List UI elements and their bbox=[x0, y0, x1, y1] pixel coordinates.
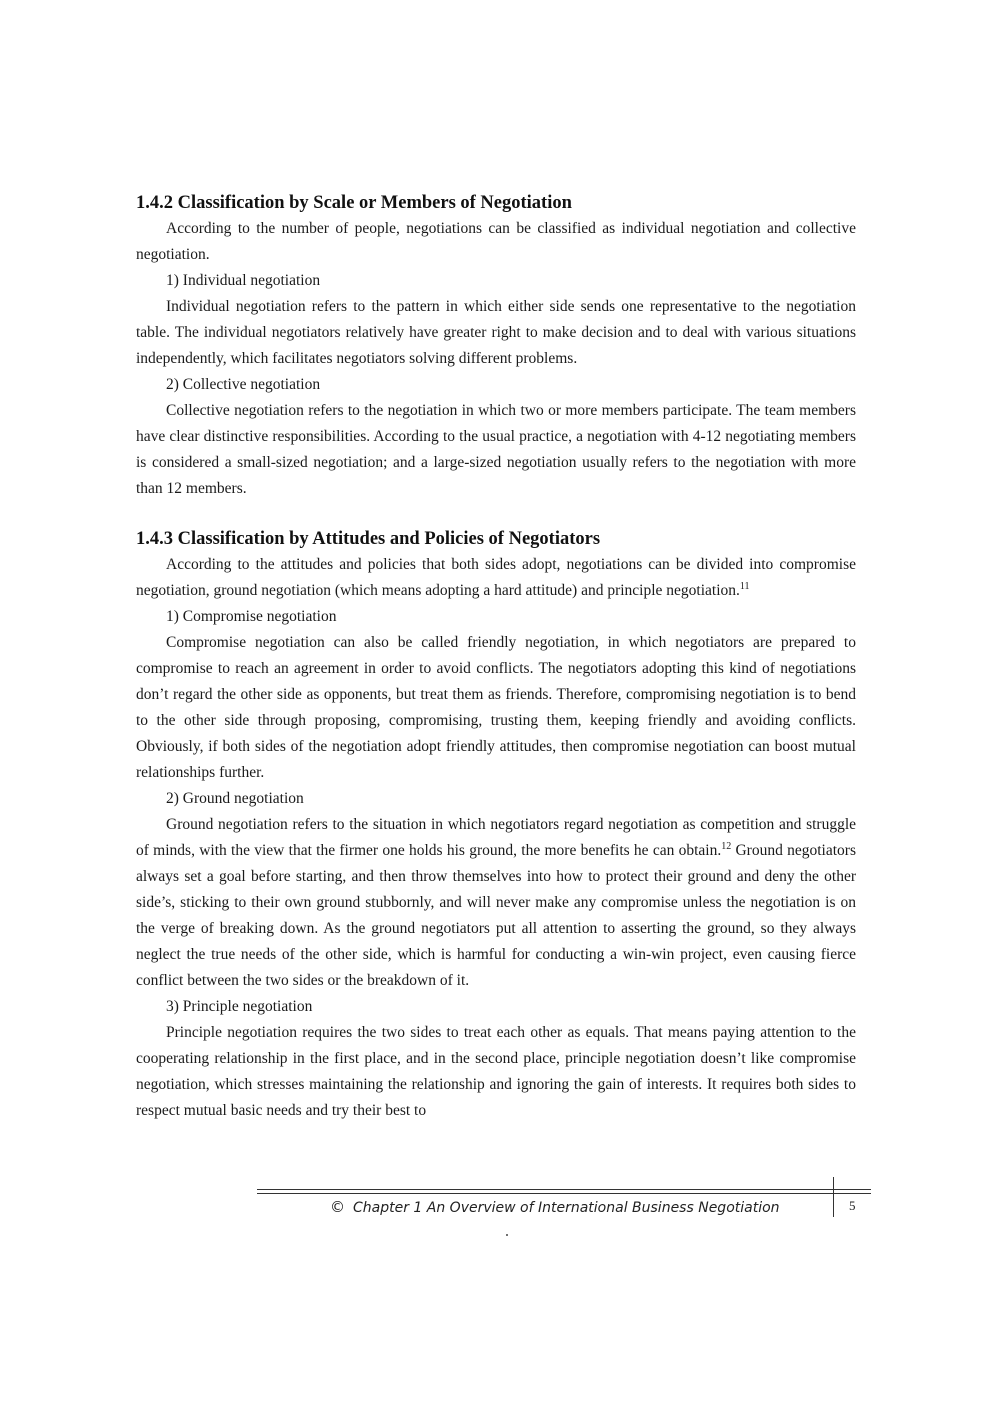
section-142-intro: According to the number of people, negotiations can be classified as individual negotiation and collective negotiation. bbox=[136, 220, 856, 263]
chapter-title: Chapter 1 An Overview of International Business Negotiation bbox=[353, 1200, 780, 1216]
page-number: 5 bbox=[849, 1198, 856, 1213]
item-ground-text-part-a: Ground negotiation refers to the situation in which negotiators regard negotiation as competition and struggle of minds, with the view that the firmer one holds his ground, the more benefits he can obtain. bbox=[136, 816, 856, 859]
item-individual-label: 1) Individual negotiation bbox=[166, 272, 321, 289]
section-heading-1-4-2: 1.4.2 Classification by Scale or Members of Negotiation bbox=[136, 193, 572, 213]
section-143-intro bbox=[136, 552, 856, 604]
running-footer bbox=[330, 1198, 780, 1216]
stray-dot-mark bbox=[506, 1234, 508, 1236]
footnote-ref-12: 12 bbox=[721, 841, 732, 852]
item-compromise-label: 1) Compromise negotiation bbox=[166, 608, 337, 625]
footer-rule-top bbox=[257, 1189, 871, 1190]
item-individual-text: Individual negotiation refers to the pattern in which either side sends one representative to the negotiation table. The individual negotiators relatively have greater right to make decision and to deal with various situations independently, which facilitates negotiators solving different problems. bbox=[136, 298, 856, 367]
copyright-icon: © bbox=[330, 1198, 345, 1216]
section-143-intro-text: According to the attitudes and policies that both sides adopt, negotiations can be divided into compromise negotiation, ground negotiation (which means adopting a hard attitude) and principle negotiation. bbox=[136, 556, 856, 599]
item-collective-label: 2) Collective negotiation bbox=[166, 376, 321, 393]
item-ground-label: 2) Ground negotiation bbox=[166, 790, 304, 807]
page-body bbox=[136, 190, 856, 1124]
item-principle-text: Principle negotiation requires the two sides to treat each other as equals. That means paying attention to the cooperating relationship in the first place, and in the second place, principle negotiation doesn’t like compromise negotiation, which stresses maintaining the relationship and ignoring the gain of interests. It requires both sides to respect mutual basic needs and try their best to bbox=[136, 1024, 856, 1119]
item-compromise-text: Compromise negotiation can also be called friendly negotiation, in which negotiators are prepared to compromise to reach an agreement in order to avoid conflicts. The negotiators adopting this kind of negotiations don’t regard the other side as opponents, but treat them as friends. Therefore, compromising negotiation is to bend to the other side through proposing, compromising, trusting them, keeping friendly and avoiding conflicts. Obviously, if both sides of the negotiation adopt friendly attitudes, then compromise negotiation can boost mutual relationships further. bbox=[136, 634, 856, 781]
item-ground-text-part-b: Ground negotiators always set a goal before starting, and then throw themselves into how to protect their ground and deny the other side’s, sticking to their own ground stubbornly, and will never make any compromise unless the negotiation is on the verge of breaking down. As the ground negotiators put all attention to asserting the ground, so they always neglect the true needs of the other side, which is harmful for conducting a win-win project, even causing fierce conflict between the two sides or the breakdown of it. bbox=[136, 842, 856, 989]
item-ground-text bbox=[136, 812, 856, 994]
footer-vertical-rule bbox=[833, 1177, 834, 1217]
footnote-ref-11: 11 bbox=[739, 581, 750, 592]
section-heading-1-4-3: 1.4.3 Classification by Attitudes and Policies of Negotiators bbox=[136, 529, 601, 549]
footer-rule-bottom bbox=[257, 1193, 871, 1194]
item-collective-text: Collective negotiation refers to the negotiation in which two or more members participate. The team members have clear distinctive responsibilities. According to the usual practice, a negotiation with 4-12 negotiating members is considered a small-sized negotiation; and a large-sized negotiation usually refers to the negotiation with more than 12 members. bbox=[136, 402, 856, 497]
item-principle-label: 3) Principle negotiation bbox=[166, 998, 313, 1015]
